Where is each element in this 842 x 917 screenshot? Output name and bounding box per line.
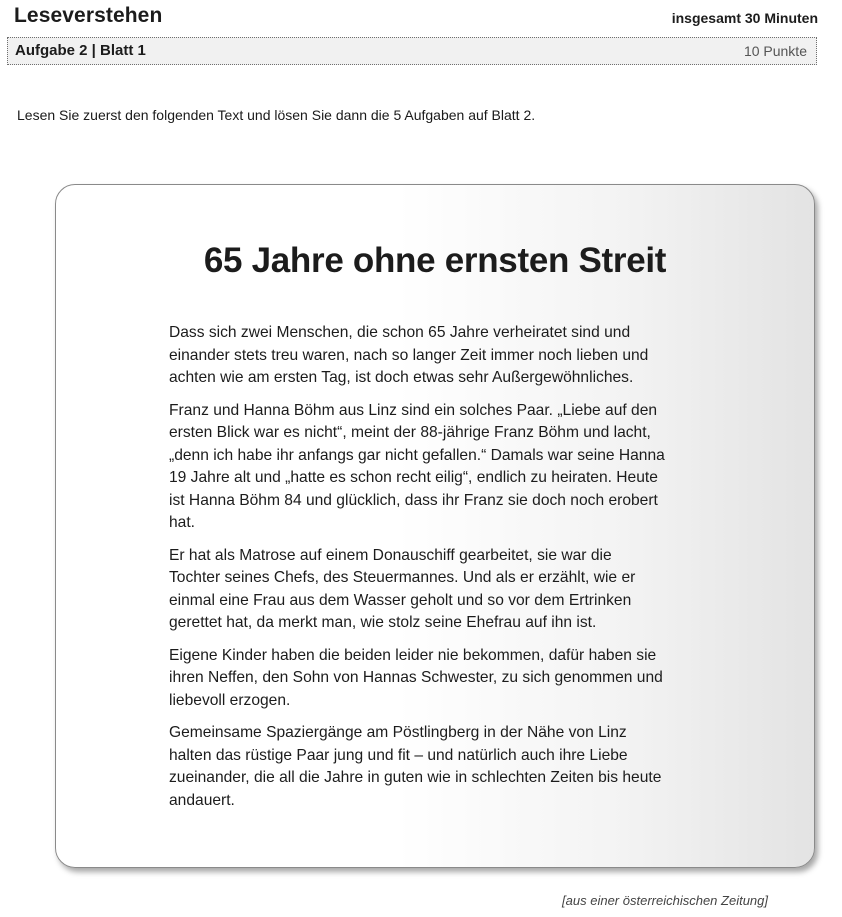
- article-paragraph: Gemeinsame Spaziergänge am Pöstlingberg in der Nähe von Linz halten das rüstige Paar jung und fit – und natürlich auch ihre Liebe zueinander, die all die Jahre in guten wie in schlechten Zeiten bis heute andauert.: [169, 724, 662, 809]
- instruction-text: Lesen Sie zuerst den folgenden Text und lösen Sie dann die 5 Aufgaben auf Blatt 2.: [17, 107, 536, 123]
- article-card: [55, 184, 815, 868]
- article-title: 65 Jahre ohne ernsten Streit: [203, 241, 667, 280]
- task-label: Aufgabe 2 | Blatt 1: [15, 42, 146, 59]
- article-paragraph: Eigene Kinder haben die beiden leider nie bekommen, dafür haben sie ihren Neffen, den Sohn von Hannas Schwester, zu sich genommen und liebevoll erzogen.: [169, 646, 663, 709]
- points-label: 10 Punkte: [743, 43, 807, 59]
- page-header: [12, 4, 818, 32]
- article-paragraph: Dass sich zwei Menschen, die schon 65 Jahre verheiratet sind und einander stets treu waren, nach so langer Zeit immer noch lieben und achten wie am ersten Tag, ist doch etwas sehr Außergewöhnliches.: [169, 324, 649, 386]
- article-paragraph: Franz und Hanna Böhm aus Linz sind ein solches Paar. „Liebe auf den ersten Blick war es nicht“, meint der 88-jährige Franz Böhm und lacht, „denn ich habe ihr anfangs gar nicht gefallen.“ Damals war seine Hanna 19 Jahre alt und „hatte es schon recht eilig“, endlich zu heiraten. Heute ist Hanna Böhm 84 und glücklich, dass ihr Franz sie doch noch erobert hat.: [169, 401, 665, 531]
- task-bar: [7, 37, 817, 65]
- total-time: insgesamt 30 Minuten: [671, 10, 818, 26]
- source-citation: [aus einer österreichischen Zeitung]: [562, 893, 768, 908]
- section-title: Leseverstehen: [14, 4, 163, 27]
- article-body: [169, 322, 665, 822]
- article-paragraph: Er hat als Matrose auf einem Donauschiff gearbeitet, sie war die Tochter seines Chefs, des Steuermannes. Und als er erzählt, wie er einmal eine Frau aus dem Wasser geholt und so vor dem Ertrinken gerettet hat, da merkt man, wie stolz seine Ehefrau auf ihn ist.: [169, 546, 636, 631]
